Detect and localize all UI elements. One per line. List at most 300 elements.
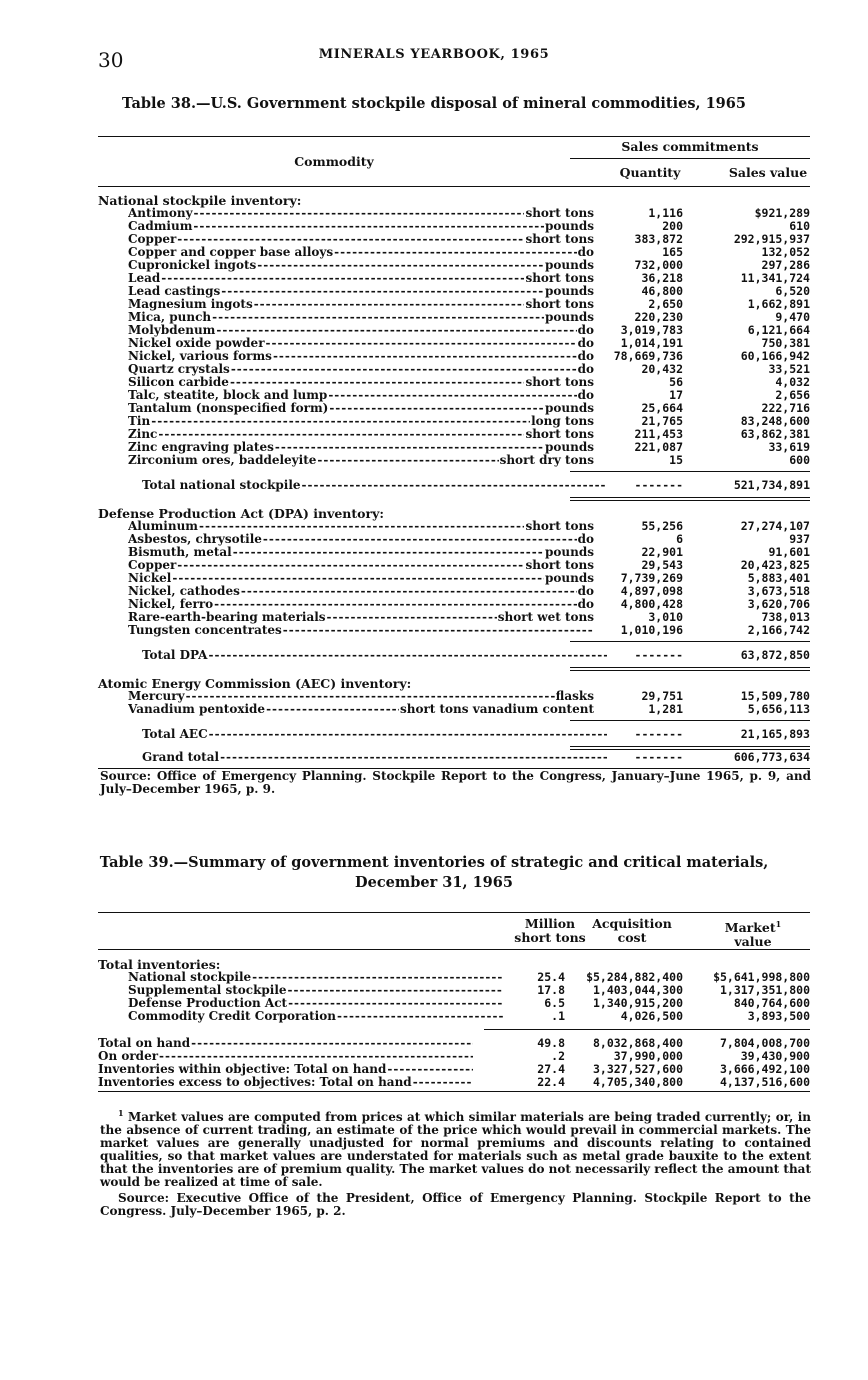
table-39-top-rule xyxy=(98,912,810,913)
row-name: Cadmium xyxy=(128,220,193,233)
row-name: Nickel, various forms xyxy=(128,350,272,363)
inventory-row xyxy=(98,984,810,997)
row-value-1: 55,256 xyxy=(641,519,683,533)
table-38-top-rule xyxy=(98,136,810,137)
dot-leader xyxy=(221,285,544,298)
row-label xyxy=(128,337,594,350)
row-value-2: 2,166,742 xyxy=(747,623,810,637)
market-header-line2: value xyxy=(734,934,772,950)
table-39-source: Source: Executive Office of the President, Office of Emergency Planning. Stockpile Report to the Congress. July–December 1965, p. 2. xyxy=(100,1191,811,1218)
row-label xyxy=(142,751,608,764)
dot-leader xyxy=(209,728,607,741)
row-name: Asbestos, chrysotile xyxy=(128,533,262,546)
row-unit: do xyxy=(577,363,594,376)
table-38-header-rule xyxy=(98,186,810,187)
table-39-bottom-rule xyxy=(98,1091,810,1092)
commodity-row xyxy=(98,559,810,572)
row-value-2: 4,032 xyxy=(775,375,810,389)
row-label xyxy=(128,546,594,559)
row-name: Aluminum xyxy=(128,520,198,533)
row-value-1: ------- xyxy=(634,750,683,764)
row-name: Magnesium ingots xyxy=(128,298,253,311)
dot-leader xyxy=(233,546,544,559)
row-name: Total national stockpile xyxy=(142,479,301,492)
row-value-2: 750,381 xyxy=(761,336,810,350)
row-name: Total AEC xyxy=(142,728,208,741)
row-label xyxy=(128,598,594,611)
row-label xyxy=(142,649,608,662)
row-value-2: 4,026,500 xyxy=(620,1009,683,1023)
dot-leader xyxy=(151,415,530,428)
row-unit: do xyxy=(577,585,594,598)
commodity-row xyxy=(98,546,810,559)
row-unit: do xyxy=(577,533,594,546)
commodity-row xyxy=(98,324,810,337)
row-value-1: 3,010 xyxy=(648,610,683,624)
row-unit: pounds xyxy=(545,285,594,298)
commodity-row xyxy=(98,376,810,389)
row-name: Nickel xyxy=(128,572,172,585)
row-label xyxy=(128,246,594,259)
row-value-1: 383,872 xyxy=(634,232,683,246)
dot-leader xyxy=(231,363,577,376)
row-value-2: 3,673,518 xyxy=(747,584,810,598)
row-label xyxy=(128,559,594,572)
row-unit: short tons xyxy=(525,559,594,572)
market-value-header xyxy=(705,917,801,949)
row-value-1: 4,800,428 xyxy=(620,597,683,611)
row-name: Total on hand xyxy=(98,1037,191,1050)
row-value-2: 9,470 xyxy=(775,310,810,324)
row-value-3: 3,666,492,100 xyxy=(719,1062,810,1076)
row-label xyxy=(142,728,608,741)
row-name: Silicon carbide xyxy=(128,376,229,389)
row-label xyxy=(128,690,594,703)
row-name: Tungsten concentrates xyxy=(128,624,282,637)
row-unit: short tons xyxy=(525,428,594,441)
commodity-row xyxy=(98,428,810,441)
tons-header-line1: Million xyxy=(524,916,576,931)
row-label xyxy=(128,572,594,585)
row-value-2: 83,248,600 xyxy=(740,414,810,428)
row-value-1: 1,116 xyxy=(648,206,683,220)
row-name: Inventories within objective: Total on hand xyxy=(98,1063,387,1076)
total-row xyxy=(98,649,810,662)
row-value-1: 2,650 xyxy=(648,297,683,311)
row-value-2: 21,165,893 xyxy=(740,727,810,741)
commodity-row xyxy=(98,350,810,363)
row-label xyxy=(128,520,594,533)
row-label xyxy=(128,402,594,415)
row-label xyxy=(128,454,594,467)
footnote-mark: 1 xyxy=(118,1108,124,1118)
row-value-1: 29,751 xyxy=(641,689,683,703)
row-unit: pounds xyxy=(545,220,594,233)
row-label xyxy=(128,1010,504,1023)
row-value-1: 4,897,098 xyxy=(620,584,683,598)
commodity-row xyxy=(98,624,810,637)
row-value-2: 63,872,850 xyxy=(740,648,810,662)
row-name: Supplemental stockpile xyxy=(128,984,287,997)
row-name: Copper xyxy=(128,559,177,572)
row-name: Molybdenum xyxy=(128,324,216,337)
table-39-title-line1: Table 39.—Summary of government inventories of strategic and critical materials, xyxy=(99,854,769,871)
total-double-rule xyxy=(570,667,810,671)
commodity-row xyxy=(98,389,810,402)
row-value-2: 6,121,664 xyxy=(747,323,810,337)
row-label xyxy=(128,311,594,324)
dot-leader xyxy=(208,649,607,662)
row-unit: do xyxy=(577,598,594,611)
row-label xyxy=(128,703,594,716)
dot-leader xyxy=(214,598,576,611)
row-label xyxy=(128,285,594,298)
dot-leader xyxy=(328,389,576,402)
inventory-row xyxy=(98,1010,810,1023)
row-value-2: 63,862,381 xyxy=(740,427,810,441)
row-name: Total DPA xyxy=(142,649,208,662)
commodity-row xyxy=(98,272,810,285)
row-name: Talc, steatite, block and lump xyxy=(128,389,328,402)
row-value-2: 6,520 xyxy=(775,284,810,298)
subtotal-rule xyxy=(570,641,810,642)
row-value-2: 91,601 xyxy=(768,545,810,559)
commodity-header: Commodity xyxy=(294,154,374,169)
row-unit: short tons xyxy=(525,207,594,220)
row-name: Lead xyxy=(128,272,161,285)
sales-value-header: Sales value xyxy=(728,165,808,180)
row-value-2: 600 xyxy=(789,453,810,467)
row-name: Mercury xyxy=(128,690,185,703)
commodity-row xyxy=(98,311,810,324)
quantity-header: Quantity xyxy=(619,165,681,180)
row-label xyxy=(128,428,594,441)
row-name: Lead castings xyxy=(128,285,221,298)
row-value-3: 840,764,600 xyxy=(733,996,810,1010)
row-value-2: 5,656,113 xyxy=(747,702,810,716)
row-value-2: 33,521 xyxy=(768,362,810,376)
dot-leader xyxy=(302,479,607,492)
row-value-1: 46,800 xyxy=(641,284,683,298)
row-name: Inventories excess to objectives: Total on hand xyxy=(98,1076,412,1089)
commodity-row xyxy=(98,520,810,533)
row-label xyxy=(128,611,594,624)
dot-leader xyxy=(337,1010,503,1023)
row-label xyxy=(98,1037,474,1050)
row-label xyxy=(98,1063,474,1076)
dot-leader xyxy=(334,246,576,259)
summary-row xyxy=(98,1037,810,1050)
commodity-row xyxy=(98,703,810,716)
row-unit: short tons xyxy=(525,272,594,285)
subtotal-rule xyxy=(484,1029,810,1030)
dot-leader xyxy=(413,1076,473,1089)
row-value-3: 1,317,351,800 xyxy=(719,983,810,997)
row-value-1: 78,669,736 xyxy=(613,349,683,363)
row-value-1: 1,281 xyxy=(648,702,683,716)
table-38-title: Table 38.—U.S. Government stockpile disposal of mineral commodities, 1965 xyxy=(122,95,746,112)
row-value-2: 8,032,868,400 xyxy=(592,1036,683,1050)
row-name: Quartz crystals xyxy=(128,363,230,376)
dot-leader xyxy=(216,324,576,337)
row-value-1: 1,010,196 xyxy=(620,623,683,637)
summary-row xyxy=(98,1050,810,1063)
row-value-1: ------- xyxy=(634,478,683,492)
commodity-row xyxy=(98,454,810,467)
subtotal-rule xyxy=(570,720,810,721)
dot-leader xyxy=(329,402,544,415)
section-heading: Defense Production Act (DPA) inventory: xyxy=(98,506,384,521)
row-label xyxy=(128,233,594,246)
commodity-row xyxy=(98,207,810,220)
row-name: Defense Production Act xyxy=(128,997,288,1010)
dot-leader xyxy=(159,1050,473,1063)
dot-leader xyxy=(263,533,577,546)
table-39-footnote xyxy=(100,1107,811,1189)
row-value-1: .2 xyxy=(551,1049,565,1063)
row-unit: pounds xyxy=(545,402,594,415)
row-label xyxy=(128,363,594,376)
row-value-2: 606,773,634 xyxy=(733,750,810,764)
grand-total-row xyxy=(98,751,810,764)
million-short-tons-header xyxy=(505,917,595,945)
row-value-1: 1,014,191 xyxy=(620,336,683,350)
dot-leader xyxy=(288,984,503,997)
row-value-2: 297,286 xyxy=(761,258,810,272)
row-label xyxy=(128,324,594,337)
row-unit: short tons vanadium content xyxy=(399,703,594,716)
row-name: National stockpile xyxy=(128,971,252,984)
row-value-1: 221,087 xyxy=(634,440,683,454)
row-label xyxy=(128,441,594,454)
row-value-1: 21,765 xyxy=(641,414,683,428)
commodity-row xyxy=(98,402,810,415)
row-name: Vanadium pentoxide xyxy=(128,703,266,716)
table-38-source: Source: Office of Emergency Planning. Stockpile Report to the Congress, January–June 1965, p. 9, and July–December 1965, p. 9. xyxy=(100,769,811,796)
row-unit: pounds xyxy=(545,259,594,272)
row-value-2: 738,013 xyxy=(761,610,810,624)
commodity-row xyxy=(98,259,810,272)
row-value-1: 17.8 xyxy=(537,983,565,997)
dot-leader xyxy=(220,751,607,764)
row-name: Nickel, cathodes xyxy=(128,585,240,598)
commodity-row xyxy=(98,611,810,624)
row-label xyxy=(128,207,594,220)
row-unit: flasks xyxy=(555,690,594,703)
commodity-row xyxy=(98,533,810,546)
commodity-row xyxy=(98,572,810,585)
row-name: Copper and copper base alloys xyxy=(128,246,334,259)
row-value-1: 49.8 xyxy=(537,1036,565,1050)
row-value-2: $921,289 xyxy=(754,206,810,220)
row-value-2: 937 xyxy=(789,532,810,546)
row-unit: pounds xyxy=(545,441,594,454)
row-unit: do xyxy=(577,350,594,363)
dot-leader xyxy=(199,520,524,533)
table-39-header-rule xyxy=(98,949,810,950)
row-label xyxy=(128,376,594,389)
row-value-2: 3,620,706 xyxy=(747,597,810,611)
row-value-2: 132,052 xyxy=(761,245,810,259)
row-label xyxy=(128,220,594,233)
row-value-3: 7,804,008,700 xyxy=(719,1036,810,1050)
row-name: Cupronickel ingots xyxy=(128,259,257,272)
row-value-2: 27,274,107 xyxy=(740,519,810,533)
row-label xyxy=(128,585,594,598)
row-unit: pounds xyxy=(545,572,594,585)
commodity-row xyxy=(98,337,810,350)
dot-leader xyxy=(177,233,524,246)
dot-leader xyxy=(172,572,544,585)
dot-leader xyxy=(266,337,577,350)
row-value-2: 1,340,915,200 xyxy=(592,996,683,1010)
inventory-row xyxy=(98,997,810,1010)
row-label xyxy=(128,259,594,272)
commodity-row xyxy=(98,441,810,454)
row-unit: do xyxy=(577,389,594,402)
commodity-row xyxy=(98,298,810,311)
row-value-1: 3,019,783 xyxy=(620,323,683,337)
section-heading: Atomic Energy Commission (AEC) inventory: xyxy=(98,676,412,691)
row-name: Copper xyxy=(128,233,177,246)
dot-leader xyxy=(186,690,555,703)
row-value-1: 25.4 xyxy=(537,970,565,984)
row-unit: short wet tons xyxy=(497,611,594,624)
market-header-line1: Market$^1$ xyxy=(724,919,782,936)
row-value-1: 200 xyxy=(662,219,683,233)
row-unit: short dry tons xyxy=(499,454,594,467)
dot-leader xyxy=(158,428,524,441)
row-unit: do xyxy=(577,324,594,337)
row-value-1: .1 xyxy=(551,1009,565,1023)
row-value-2: 3,327,527,600 xyxy=(592,1062,683,1076)
row-unit: do xyxy=(577,246,594,259)
commodity-row xyxy=(98,690,810,703)
dot-leader xyxy=(254,298,525,311)
summary-row xyxy=(98,1063,810,1076)
row-value-3: 3,893,500 xyxy=(747,1009,810,1023)
row-label xyxy=(128,533,594,546)
row-value-1: 15 xyxy=(669,453,683,467)
dot-leader xyxy=(241,585,577,598)
dot-leader xyxy=(230,376,525,389)
row-value-2: 4,705,340,800 xyxy=(592,1075,683,1089)
row-value-2: 33,619 xyxy=(768,440,810,454)
section-heading: Total inventories: xyxy=(98,957,221,972)
row-unit: pounds xyxy=(545,546,594,559)
row-value-2: 2,656 xyxy=(775,388,810,402)
row-unit: short tons xyxy=(525,298,594,311)
row-name: Zinc engraving plates xyxy=(128,441,274,454)
row-value-2: 222,716 xyxy=(761,401,810,415)
row-value-2: 521,734,891 xyxy=(733,478,810,492)
commodity-row xyxy=(98,233,810,246)
row-label xyxy=(128,624,594,637)
row-value-1: 22,901 xyxy=(641,545,683,559)
acq-header-line1: Acquisition xyxy=(592,916,672,931)
sales-group-rule xyxy=(570,158,810,159)
row-name: Nickel oxide powder xyxy=(128,337,265,350)
dot-leader xyxy=(266,703,399,716)
row-name: Mica, punch xyxy=(128,311,212,324)
row-value-1: 6 xyxy=(676,532,683,546)
row-label xyxy=(98,1050,474,1063)
row-value-1: 22.4 xyxy=(537,1075,565,1089)
dot-leader xyxy=(273,350,577,363)
row-value-2: 610 xyxy=(789,219,810,233)
row-value-2: 20,423,825 xyxy=(740,558,810,572)
acquisition-cost-header xyxy=(584,917,680,945)
row-value-1: 27.4 xyxy=(537,1062,565,1076)
row-value-1: 220,230 xyxy=(634,310,683,324)
row-value-1: 29,543 xyxy=(641,558,683,572)
commodity-row xyxy=(98,415,810,428)
row-value-1: 17 xyxy=(669,388,683,402)
sales-commitments-header: Sales commitments xyxy=(621,139,759,154)
row-value-3: $5,641,998,800 xyxy=(713,970,810,984)
row-label xyxy=(128,389,594,402)
inventory-row xyxy=(98,971,810,984)
dot-leader xyxy=(257,259,544,272)
row-value-1: 6.5 xyxy=(544,996,565,1010)
tons-header-line2: short tons xyxy=(514,930,586,945)
total-double-rule xyxy=(570,497,810,501)
row-unit: do xyxy=(577,337,594,350)
commodity-row xyxy=(98,246,810,259)
row-value-1: 56 xyxy=(669,375,683,389)
row-label xyxy=(142,479,608,492)
dot-leader xyxy=(317,454,498,467)
row-label xyxy=(128,415,594,428)
row-name: Antimony xyxy=(128,207,193,220)
row-name: Tantalum (nonspecified form) xyxy=(128,402,329,415)
row-value-1: 20,432 xyxy=(641,362,683,376)
row-label xyxy=(128,272,594,285)
row-value-1: ------- xyxy=(634,727,683,741)
commodity-row xyxy=(98,363,810,376)
row-value-2: 292,915,937 xyxy=(733,232,810,246)
row-value-2: 37,990,000 xyxy=(613,1049,683,1063)
row-name: Grand total xyxy=(142,751,220,764)
row-unit: short tons xyxy=(525,233,594,246)
total-row xyxy=(98,479,810,492)
table-39-title-line2: December 31, 1965 xyxy=(355,874,513,891)
row-value-1: 25,664 xyxy=(641,401,683,415)
row-unit: short tons xyxy=(525,376,594,389)
dot-leader xyxy=(191,1037,473,1050)
dot-leader xyxy=(327,611,497,624)
row-unit: pounds xyxy=(545,311,594,324)
row-value-1: 732,000 xyxy=(634,258,683,272)
row-label xyxy=(128,298,594,311)
row-value-2: 15,509,780 xyxy=(740,689,810,703)
dot-leader xyxy=(387,1063,473,1076)
commodity-row xyxy=(98,598,810,611)
row-name: Commodity Credit Corporation xyxy=(128,1010,336,1023)
dot-leader xyxy=(275,441,544,454)
commodity-row xyxy=(98,220,810,233)
row-name: Tin xyxy=(128,415,151,428)
row-name: Zirconium ores, baddeleyite xyxy=(128,454,317,467)
row-value-2: 1,403,044,300 xyxy=(592,983,683,997)
dot-leader xyxy=(177,559,524,572)
commodity-row xyxy=(98,585,810,598)
row-unit: short tons xyxy=(525,520,594,533)
row-value-1: ------- xyxy=(634,648,683,662)
section-heading: National stockpile inventory: xyxy=(98,193,302,208)
subtotal-rule xyxy=(570,471,810,472)
row-value-2: $5,284,882,400 xyxy=(586,970,683,984)
